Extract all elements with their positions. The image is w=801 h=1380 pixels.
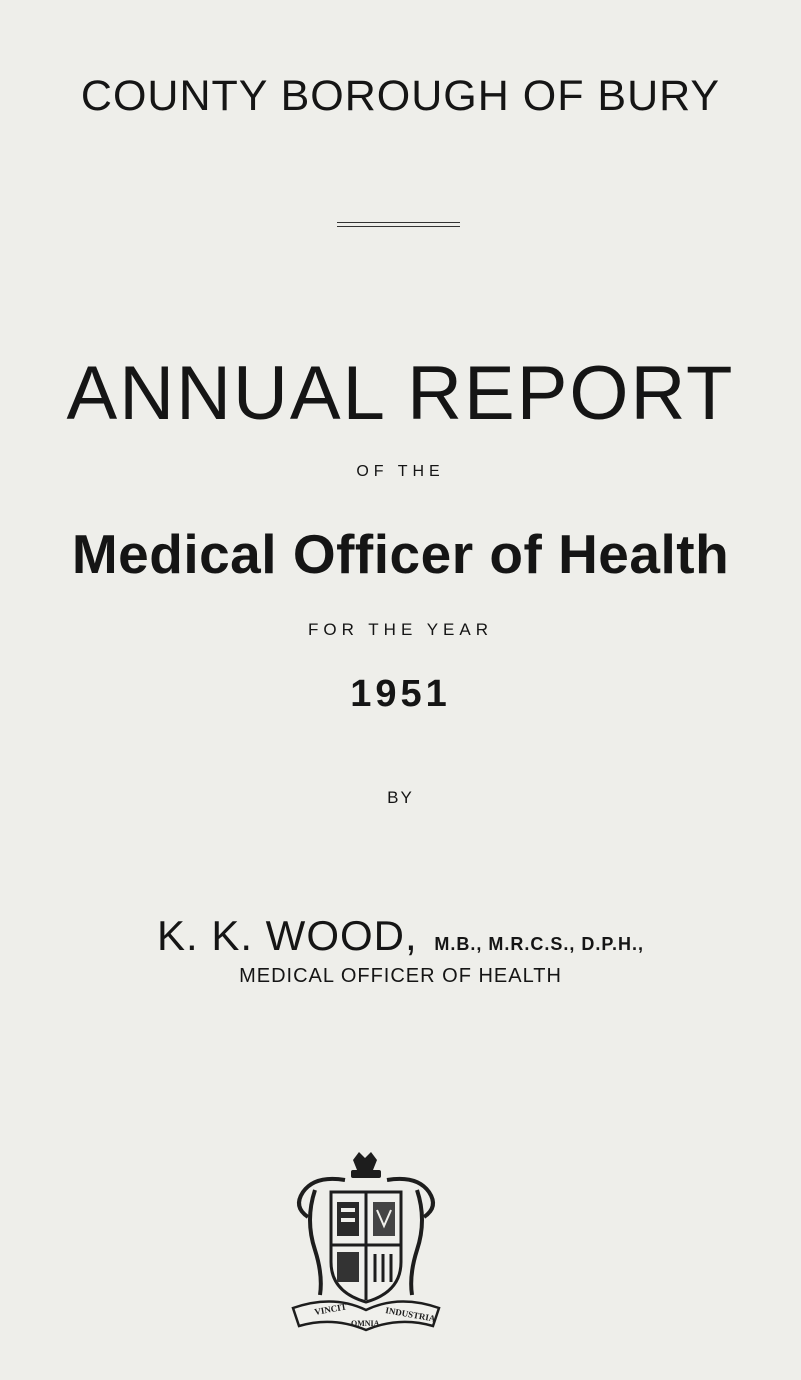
borough-crest-icon — [285, 1150, 447, 1335]
of-the-label: OF THE — [356, 463, 445, 480]
council-name: COUNTY BOROUGH OF BURY — [80, 72, 721, 120]
crest-motto-center: OMNIA — [351, 1319, 380, 1328]
crest-motto-left: VINCIT — [313, 1301, 348, 1317]
by-label: BY — [387, 788, 414, 807]
report-year: 1951 — [350, 673, 451, 715]
title-divider-lower — [337, 226, 460, 227]
title-divider — [337, 222, 460, 223]
report-title: ANNUAL REPORT — [66, 351, 735, 436]
officer-title: Medical Officer of Health — [71, 523, 730, 585]
author-title: MEDICAL OFFICER OF HEALTH — [239, 965, 562, 987]
crest-motto-right: INDUSTRIA — [384, 1305, 437, 1324]
for-the-year-label: FOR THE YEAR — [307, 620, 493, 639]
crest-shield — [331, 1192, 401, 1302]
crest-helmet — [351, 1152, 381, 1178]
crest-motto-scroll — [293, 1301, 439, 1330]
author-qualifications: M.B., M.R.C.S., D.P.H., — [434, 934, 645, 954]
author-name: K. K. WOOD, — [156, 912, 418, 959]
author-line — [0, 912, 801, 960]
